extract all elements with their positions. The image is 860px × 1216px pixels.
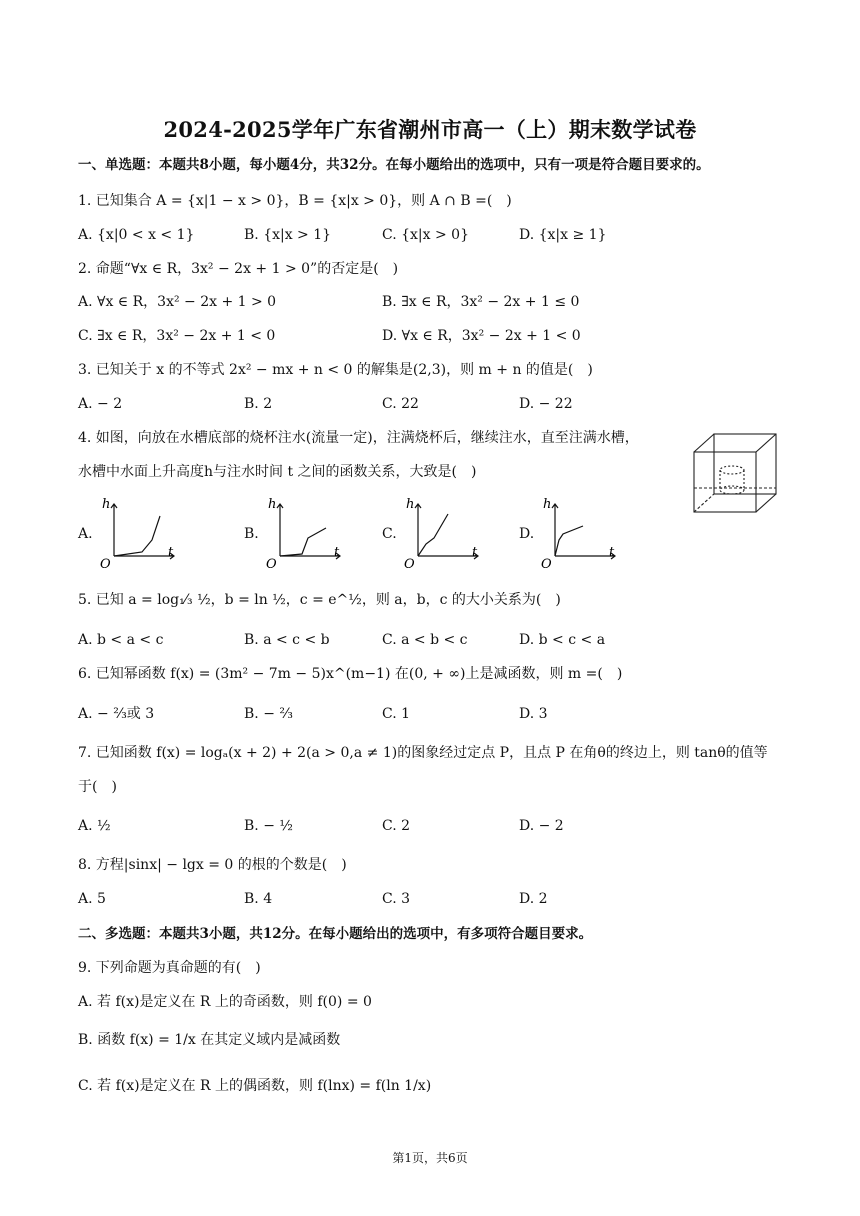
q8-option-a: A. 5	[78, 891, 106, 907]
q4-graph-c	[400, 494, 484, 570]
q2-option-b: B. ∃x ∈ R，3x² − 2x + 1 ≤ 0	[382, 294, 580, 310]
q7-option-d: D. − 2	[519, 818, 564, 834]
q7-option-c: C. 2	[382, 818, 411, 834]
q9-option-c: C. 若 f(x)是定义在 R 上的偶函数，则 f(lnx) = f(ln 1/x)	[78, 1078, 432, 1094]
q5-option-c: C. a < b < c	[382, 632, 468, 648]
page-title: 2024-2025学年广东省潮州市高一（上）期末数学试卷	[163, 117, 697, 142]
q9-option-a: A. 若 f(x)是定义在 R 上的奇函数，则 f(0) = 0	[78, 994, 372, 1010]
q4-graph-a	[96, 494, 180, 570]
q7-option-b: B. − ½	[244, 818, 293, 834]
q6-option-b: B. − ⅔	[244, 706, 293, 722]
q4b-axis-t: t	[334, 545, 340, 560]
q4-option-b-label: B.	[244, 526, 259, 542]
question-2-stem: 2. 命题“∀x ∈ R，3x² − 2x + 1 > 0”的否定是( )	[78, 261, 399, 277]
q4-option-a-label: A.	[78, 526, 93, 542]
q4c-axis-t: t	[472, 545, 478, 560]
q1-option-a: A. {x|0 < x < 1}	[78, 227, 195, 243]
question-8-stem: 8. 方程|sinx| − lgx = 0 的根的个数是( )	[78, 857, 347, 873]
q4d-axis-t: t	[609, 545, 615, 560]
section-heading-single-choice: 一、单选题：本题共8小题，每小题4分，共32分。在每小题给出的选项中，只有一项是符合题目要求的。	[78, 157, 710, 173]
q8-option-c: C. 3	[382, 891, 411, 907]
q4-graph-b	[262, 494, 346, 570]
q4a-axis-h: h	[102, 497, 111, 512]
question-3-stem: 3. 已知关于 x 的不等式 2x² − mx + n < 0 的解集是(2,3)，则 m + n 的值是( )	[78, 362, 593, 378]
question-4-stem-line2: 水槽中水面上升高度h与注水时间 t 之间的函数关系，大致是( )	[78, 464, 477, 480]
q6-option-d: D. 3	[519, 706, 548, 722]
question-1-stem: 1. 已知集合 A = {x|1 − x > 0}，B = {x|x > 0}，则 A ∩ B =( )	[78, 193, 512, 209]
page-footer: 第1页，共6页	[392, 1151, 468, 1165]
q4-option-c-label: C.	[382, 526, 397, 542]
q3-option-c: C. 22	[382, 396, 419, 412]
q3-option-b: B. 2	[244, 396, 273, 412]
q7-option-a: A. ½	[78, 818, 111, 834]
question-7-stem-line1: 7. 已知函数 f(x) = logₐ(x + 2) + 2(a > 0,a ≠ 1)的图象经过定点 P，且点 P 在角θ的终边上，则 tanθ的值等	[78, 745, 768, 761]
q5-option-d: D. b < c < a	[519, 632, 606, 648]
q2-option-d: D. ∀x ∈ R，3x² − 2x + 1 < 0	[382, 328, 581, 344]
q1-option-c: C. {x|x > 0}	[382, 227, 469, 243]
q4c-axis-h: h	[406, 497, 415, 512]
question-9-stem: 9. 下列命题为真命题的有( )	[78, 960, 261, 976]
q5-option-b: B. a < c < b	[244, 632, 330, 648]
water-tank-figure	[690, 430, 782, 516]
question-6-stem: 6. 已知幂函数 f(x) = (3m² − 7m − 5)x^(m−1) 在(0, + ∞)上是减函数，则 m =( )	[78, 666, 623, 682]
question-5-stem: 5. 已知 a = log₁⁄₃ ½，b = ln ½，c = e^½，则 a，b，c 的大小关系为( )	[78, 592, 561, 608]
q2-option-a: A. ∀x ∈ R，3x² − 2x + 1 > 0	[78, 294, 277, 310]
q4b-axis-h: h	[268, 497, 277, 512]
q6-option-c: C. 1	[382, 706, 411, 722]
q4-graph-d	[537, 494, 621, 570]
q4d-origin: O	[541, 557, 552, 570]
q4a-origin: O	[100, 557, 111, 570]
q6-option-a: A. − ⅔或 3	[78, 706, 155, 722]
q8-option-d: D. 2	[519, 891, 548, 907]
q4d-axis-h: h	[543, 497, 552, 512]
q3-option-d: D. − 22	[519, 396, 573, 412]
q5-option-a: A. b < a < c	[78, 632, 164, 648]
q8-option-b: B. 4	[244, 891, 273, 907]
q2-option-c: C. ∃x ∈ R，3x² − 2x + 1 < 0	[78, 328, 276, 344]
question-7-stem-line2: 于( )	[78, 779, 117, 795]
q1-option-b: B. {x|x > 1}	[244, 227, 332, 243]
q9-option-b: B. 函数 f(x) = 1/x 在其定义域内是减函数	[78, 1032, 341, 1048]
q3-option-a: A. − 2	[78, 396, 123, 412]
q4b-origin: O	[266, 557, 277, 570]
q4c-origin: O	[404, 557, 415, 570]
section-heading-multiple-choice: 二、多选题：本题共3小题，共12分。在每小题给出的选项中，有多项符合题目要求。	[78, 926, 593, 942]
question-4-stem-line1: 4. 如图，向放在水槽底部的烧杯注水(流量一定)，注满烧杯后，继续注水，直至注满水槽，	[78, 430, 639, 446]
q4a-axis-t: t	[168, 545, 174, 560]
q1-option-d: D. {x|x ≥ 1}	[519, 227, 607, 243]
q4-option-d-label: D.	[519, 526, 535, 542]
